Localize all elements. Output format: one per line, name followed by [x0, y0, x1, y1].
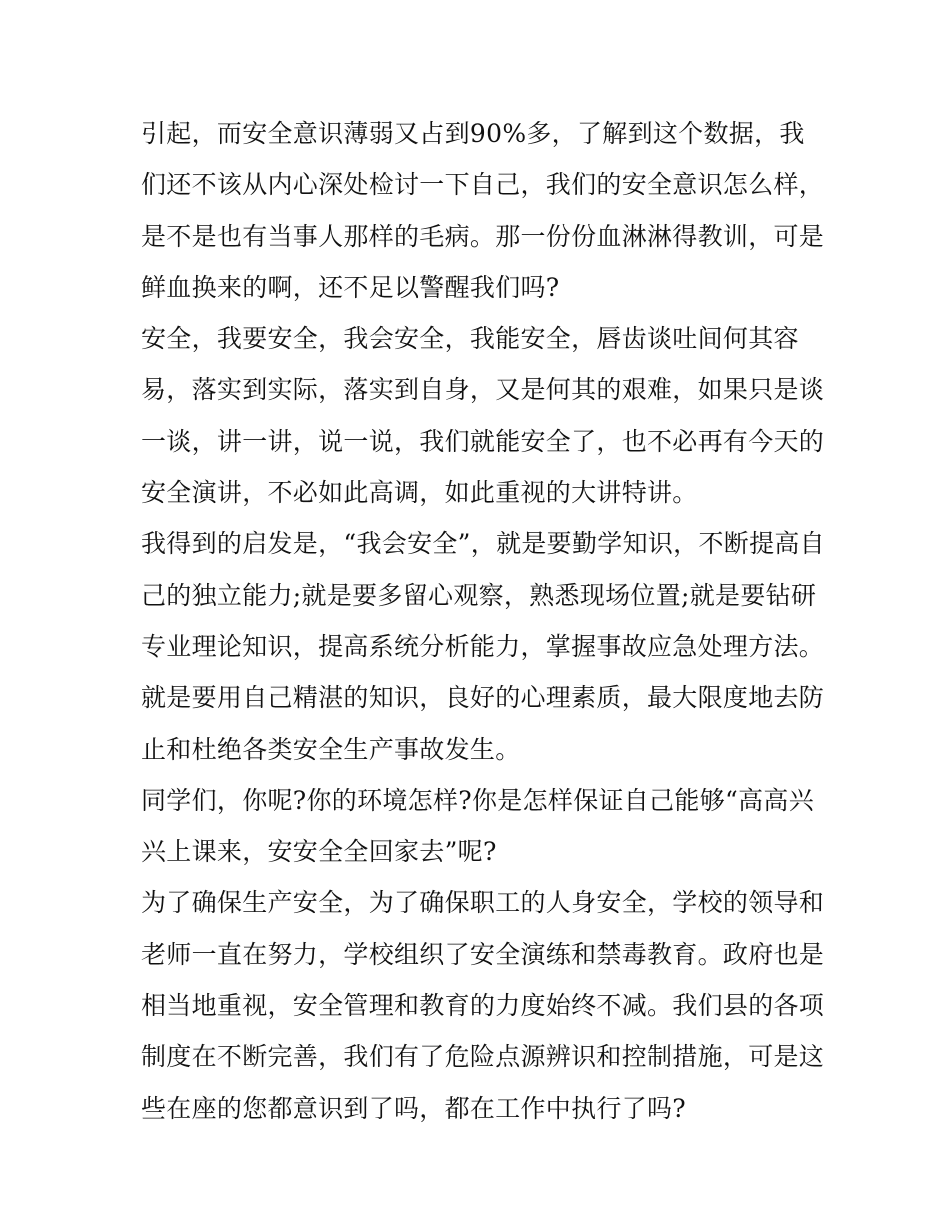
- text-line: 相当地重视，安全管理和教育的力度始终不减。我们县的各项: [141, 991, 825, 1021]
- text-line: 是不是也有当事人那样的毛病。那一份份血淋淋得教训，可是: [141, 221, 825, 251]
- text-line: 我得到的启发是，“我会安全”，就是要勤学知识，不断提高自: [141, 529, 825, 559]
- text-line: 们还不该从内心深处检讨一下自己，我们的安全意识怎么样，: [141, 170, 825, 200]
- text-line: 专业理论知识，提高系统分析能力，掌握事故应急处理方法。: [141, 631, 825, 661]
- document-body: [141, 108, 825, 1134]
- text-line: 制度在不断完善，我们有了危险点源辨识和控制措施，可是这: [141, 1042, 825, 1072]
- text-line: 些在座的您都意识到了吗，都在工作中执行了吗?: [141, 1093, 687, 1123]
- text-line: 己的独立能力;就是要多留心观察，熟悉现场位置;就是要钻研: [141, 580, 817, 610]
- text-line: 引起，而安全意识薄弱又占到90%多，了解到这个数据，我: [141, 119, 805, 148]
- text-line: 兴上课来，安安全全回家去”呢?: [141, 837, 497, 867]
- text-line: 同学们，你呢?你的环境怎样?你是怎样保证自己能够“高高兴: [141, 785, 814, 815]
- text-line: 老师一直在努力，学校组织了安全演练和禁毒教育。政府也是: [141, 939, 825, 969]
- text-line: 安全，我要安全，我会安全，我能安全，唇齿谈吐间何其容: [141, 324, 799, 354]
- text-line: 易，落实到实际，落实到自身，又是何其的艰难，如果只是谈: [141, 375, 825, 405]
- text-line: 为了确保生产安全，为了确保职工的人身安全，学校的领导和: [141, 888, 825, 918]
- text-line: 一谈，讲一讲，说一说，我们就能安全了，也不必再有今天的: [141, 426, 825, 456]
- text-line: 鲜血换来的啊，还不足以警醒我们吗?: [141, 272, 560, 302]
- text-line: 止和杜绝各类安全生产事故发生。: [141, 734, 521, 764]
- text-line: 安全演讲，不必如此高调，如此重视的大讲特讲。: [141, 478, 698, 508]
- text-line: 就是要用自己精湛的知识，良好的心理素质，最大限度地去防: [141, 683, 825, 713]
